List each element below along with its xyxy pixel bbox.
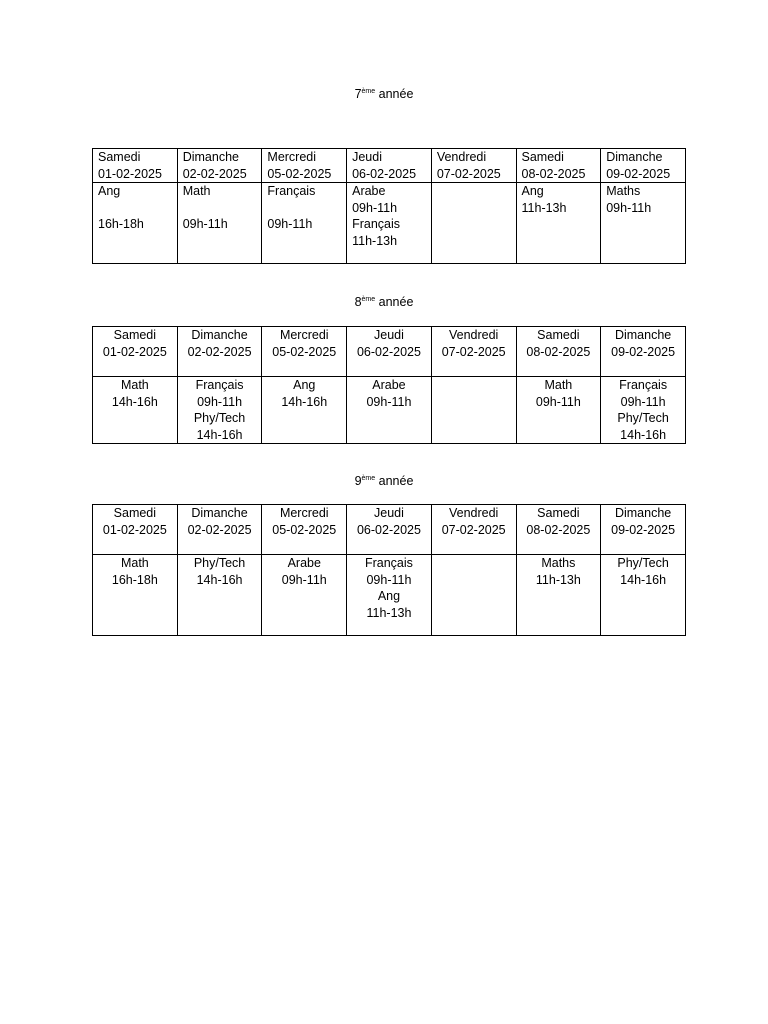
section-title-9 — [0, 474, 768, 488]
day-name: Dimanche — [182, 150, 239, 164]
exam-cell — [347, 183, 432, 264]
section-title-8 — [0, 295, 768, 309]
exam-line: 09h-11h — [366, 394, 412, 409]
day-name: Samedi — [113, 506, 157, 520]
day-name: Samedi — [521, 150, 564, 164]
day-name: Samedi — [537, 506, 580, 520]
schedule-table-8 — [92, 326, 686, 444]
exam-line: 09h-11h — [197, 394, 243, 409]
day-header-cell — [262, 327, 347, 377]
day-date: 02-02-2025 — [187, 522, 252, 537]
day-date: 01-02-2025 — [98, 166, 162, 181]
day-name: Jeudi — [374, 328, 404, 342]
day-name: Vendredi — [448, 506, 499, 520]
day-header-cell — [177, 327, 262, 377]
day-date: 09-02-2025 — [611, 344, 676, 359]
day-date: 06-02-2025 — [356, 344, 421, 359]
exam-line — [267, 200, 341, 217]
exam-cell — [177, 183, 262, 264]
day-header-cell — [262, 149, 347, 183]
exam-cell — [516, 377, 601, 444]
exam-cell — [177, 377, 262, 444]
day-name: Samedi — [113, 328, 157, 342]
title-superscript: ème — [361, 295, 376, 303]
exam-line: Phy/Tech — [617, 556, 669, 570]
day-name: Mercredi — [279, 506, 329, 520]
title-word: année — [378, 87, 414, 101]
exam-line: 14h-16h — [111, 394, 158, 409]
title-number: 8 — [354, 295, 362, 309]
exam-cell — [431, 555, 516, 636]
exam-line: 09h-11h — [366, 572, 412, 587]
exam-line: 11h-13h — [535, 572, 581, 587]
exam-cell — [516, 183, 601, 264]
exam-cell — [431, 183, 516, 264]
day-header-cell — [347, 505, 432, 555]
day-header-cell — [93, 505, 178, 555]
title-superscript: ème — [361, 87, 376, 95]
schedule-table-7 — [92, 148, 686, 264]
day-name: Dimanche — [606, 150, 663, 164]
exam-cell — [347, 555, 432, 636]
day-date: 06-02-2025 — [356, 522, 421, 537]
day-date: 07-02-2025 — [436, 166, 501, 181]
day-header-cell — [431, 505, 516, 555]
exam-line: 09h-11h — [352, 200, 398, 215]
exam-line: Français — [352, 217, 401, 231]
day-header-cell — [431, 149, 516, 183]
day-date: 02-02-2025 — [182, 166, 247, 181]
day-date: 05-02-2025 — [272, 344, 337, 359]
header-row — [93, 149, 686, 183]
exam-line: 14h-16h — [196, 427, 243, 442]
exam-cell — [93, 555, 178, 636]
day-name: Jeudi — [352, 150, 382, 164]
exam-line: Arabe — [352, 184, 386, 198]
title-superscript: ème — [361, 474, 376, 482]
exam-line: 14h-16h — [281, 394, 328, 409]
exam-cell — [262, 555, 347, 636]
exam-line: Math — [544, 378, 573, 392]
day-header-cell — [93, 149, 178, 183]
exam-line: Arabe — [372, 378, 406, 392]
day-date: 08-02-2025 — [526, 522, 591, 537]
day-name: Dimanche — [191, 328, 248, 342]
schedule-table-9 — [92, 504, 686, 636]
day-date: 07-02-2025 — [441, 344, 506, 359]
exam-line: Phy/Tech — [193, 411, 246, 425]
exam-line: Phy/Tech — [193, 556, 246, 570]
exam-line: Math — [120, 378, 149, 392]
title-number: 7 — [354, 87, 362, 101]
exam-line: 09h-11h — [182, 217, 228, 231]
exam-cell — [601, 183, 686, 264]
exam-cell — [347, 377, 432, 444]
title-number: 9 — [354, 474, 362, 488]
day-header-cell — [431, 327, 516, 377]
exam-cell — [516, 555, 601, 636]
header-row — [93, 505, 686, 555]
day-header-cell — [601, 505, 686, 555]
exam-line: 14h-16h — [196, 572, 243, 587]
day-date: 01-02-2025 — [102, 344, 167, 359]
exam-line: 09h-11h — [606, 200, 652, 215]
day-name: Vendredi — [448, 328, 499, 342]
day-header-cell — [516, 149, 601, 183]
day-date: 08-02-2025 — [521, 166, 586, 181]
exam-line: 09h-11h — [281, 572, 327, 587]
day-date: 05-02-2025 — [267, 166, 332, 181]
day-header-cell — [177, 149, 262, 183]
exam-cell — [431, 377, 516, 444]
day-name: Mercredi — [267, 150, 317, 164]
exam-line: Math — [182, 184, 211, 198]
exam-line: Ang — [521, 184, 544, 198]
day-date: 09-02-2025 — [606, 166, 671, 181]
exam-line: 11h-13h — [521, 200, 567, 215]
exam-cell — [93, 183, 178, 264]
exam-line: 09h-11h — [620, 394, 666, 409]
day-date: 07-02-2025 — [441, 522, 506, 537]
exam-row — [93, 555, 686, 636]
exam-line: 09h-11h — [535, 394, 581, 409]
day-name: Dimanche — [614, 328, 672, 342]
day-header-cell — [262, 505, 347, 555]
exam-line: Arabe — [287, 556, 321, 570]
exam-line: 14h-16h — [620, 427, 667, 442]
exam-line: Français — [267, 184, 316, 198]
exam-cell — [601, 377, 686, 444]
day-header-cell — [516, 327, 601, 377]
day-date: 01-02-2025 — [102, 522, 167, 537]
exam-line: Maths — [541, 556, 576, 570]
day-name: Dimanche — [614, 506, 672, 520]
exam-line: Ang — [377, 589, 401, 603]
day-header-cell — [516, 505, 601, 555]
day-name: Samedi — [98, 150, 141, 164]
exam-row — [93, 183, 686, 264]
day-header-cell — [177, 505, 262, 555]
section-title-7 — [0, 87, 768, 101]
day-date: 05-02-2025 — [272, 522, 337, 537]
exam-cell — [262, 377, 347, 444]
exam-line: Français — [619, 378, 668, 392]
day-header-cell — [601, 149, 686, 183]
title-word: année — [378, 295, 414, 309]
day-header-cell — [347, 327, 432, 377]
exam-line: Français — [195, 378, 244, 392]
exam-cell — [262, 183, 347, 264]
exam-line — [183, 200, 257, 217]
title-word: année — [378, 474, 414, 488]
exam-cell — [601, 555, 686, 636]
exam-row — [93, 377, 686, 444]
day-date: 02-02-2025 — [187, 344, 252, 359]
exam-line: 14h-16h — [620, 572, 667, 587]
exam-cell — [177, 555, 262, 636]
exam-line: 09h-11h — [267, 217, 313, 231]
exam-line — [98, 200, 172, 217]
day-name: Dimanche — [191, 506, 248, 520]
day-name: Mercredi — [279, 328, 329, 342]
exam-cell — [93, 377, 178, 444]
day-date: 08-02-2025 — [526, 344, 591, 359]
day-name: Vendredi — [436, 150, 487, 164]
day-date: 06-02-2025 — [352, 166, 417, 181]
day-header-cell — [347, 149, 432, 183]
day-name: Jeudi — [374, 506, 404, 520]
day-name: Samedi — [537, 328, 580, 342]
day-date: 09-02-2025 — [611, 522, 676, 537]
exam-line: Math — [120, 556, 149, 570]
exam-line: 16h-18h — [111, 572, 158, 587]
header-row — [93, 327, 686, 377]
exam-line: Ang — [293, 378, 316, 392]
day-header-cell — [601, 327, 686, 377]
exam-line: Maths — [606, 184, 641, 198]
exam-line: 16h-18h — [98, 217, 144, 231]
exam-line: 11h-13h — [366, 605, 412, 620]
day-header-cell — [93, 327, 178, 377]
exam-line: 11h-13h — [352, 233, 398, 248]
exam-line: Français — [364, 556, 413, 570]
exam-line: Phy/Tech — [617, 411, 669, 425]
exam-line: Ang — [98, 184, 121, 198]
